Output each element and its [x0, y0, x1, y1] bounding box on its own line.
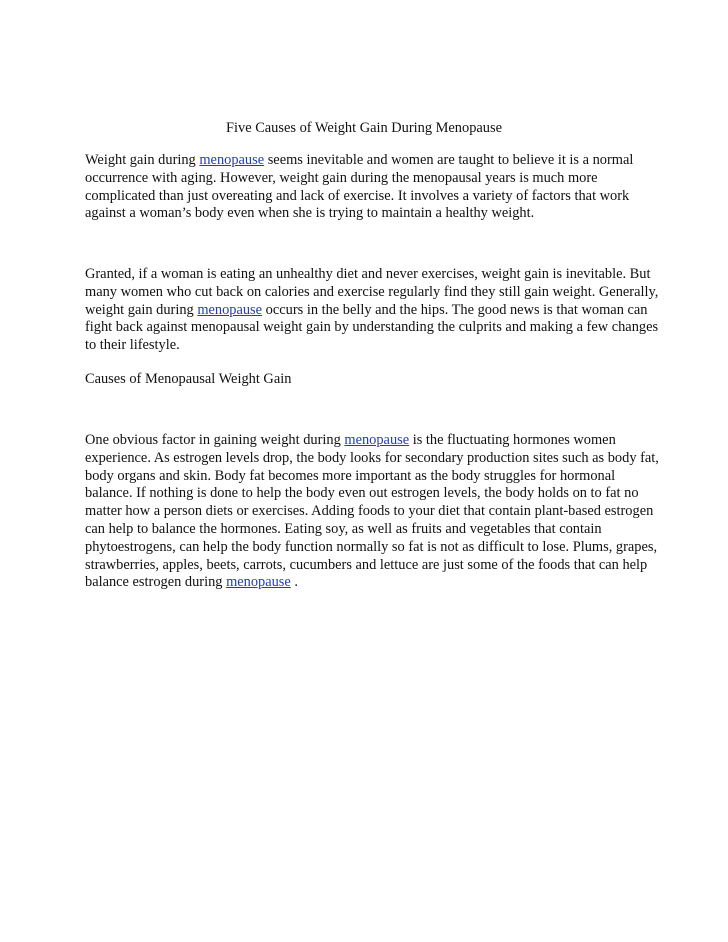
menopause-link[interactable]: menopause	[197, 301, 263, 318]
menopause-link[interactable]: menopause	[344, 432, 410, 448]
text-run: seems inevitable and women are taught to believe it is a normal occurrence with aging. However, weight gain during the menopausal years is much more complicated than just overeating and lack of exercise. It involves a variety of factors that work against a woman’s body even when she is trying to maintain a healthy weight.	[85, 152, 634, 222]
paragraph-intro	[85, 152, 660, 223]
section-heading: Causes of Menopausal Weight Gain	[85, 371, 292, 387]
text-run: One obvious factor in gaining weight during	[85, 432, 345, 448]
text-run: Weight gain during	[85, 152, 200, 168]
text-run: occurs in the belly and the hips. The good news is that woman can fight back against menopausal weight gain by understanding the culprits and making a few changes to their lifestyle.	[85, 301, 659, 354]
text-run: is the fluctuating hormones women experience. As estrogen levels drop, the body looks for secondary production sites such as body fat, body organs and skin. Body fat becomes more important as the body struggles for hormonal balance. If nothing is done to help the body even out estrogen levels, the body holds on to fat no matter how a person diets or exercises. Adding foods to your diet that contain plant-based estrogen can help to balance the hormones. Eating soy, as well as fruits and vegetables that contain phytoestrogens, can help the body function normally so fat is not as difficult to lose. Plums, grapes, strawberries, apples, beets, carrots, cucumbers and lettuce are just some of the foods that can help balance estrogen during	[85, 432, 659, 591]
paragraph-hormones	[85, 432, 660, 592]
document-title: Five Causes of Weight Gain During Menopause	[226, 120, 502, 136]
text-run: Granted, if a woman is eating an unhealthy diet and never exercises, weight gain is inevitable. But many women who cut back on calories and exercise regularly find they still gain weight. Generally, weight gain during	[85, 266, 659, 318]
text-run: .	[290, 574, 299, 591]
menopause-link[interactable]: menopause	[199, 152, 265, 168]
menopause-link[interactable]: menopause	[226, 574, 291, 591]
paragraph-granted	[85, 266, 660, 355]
